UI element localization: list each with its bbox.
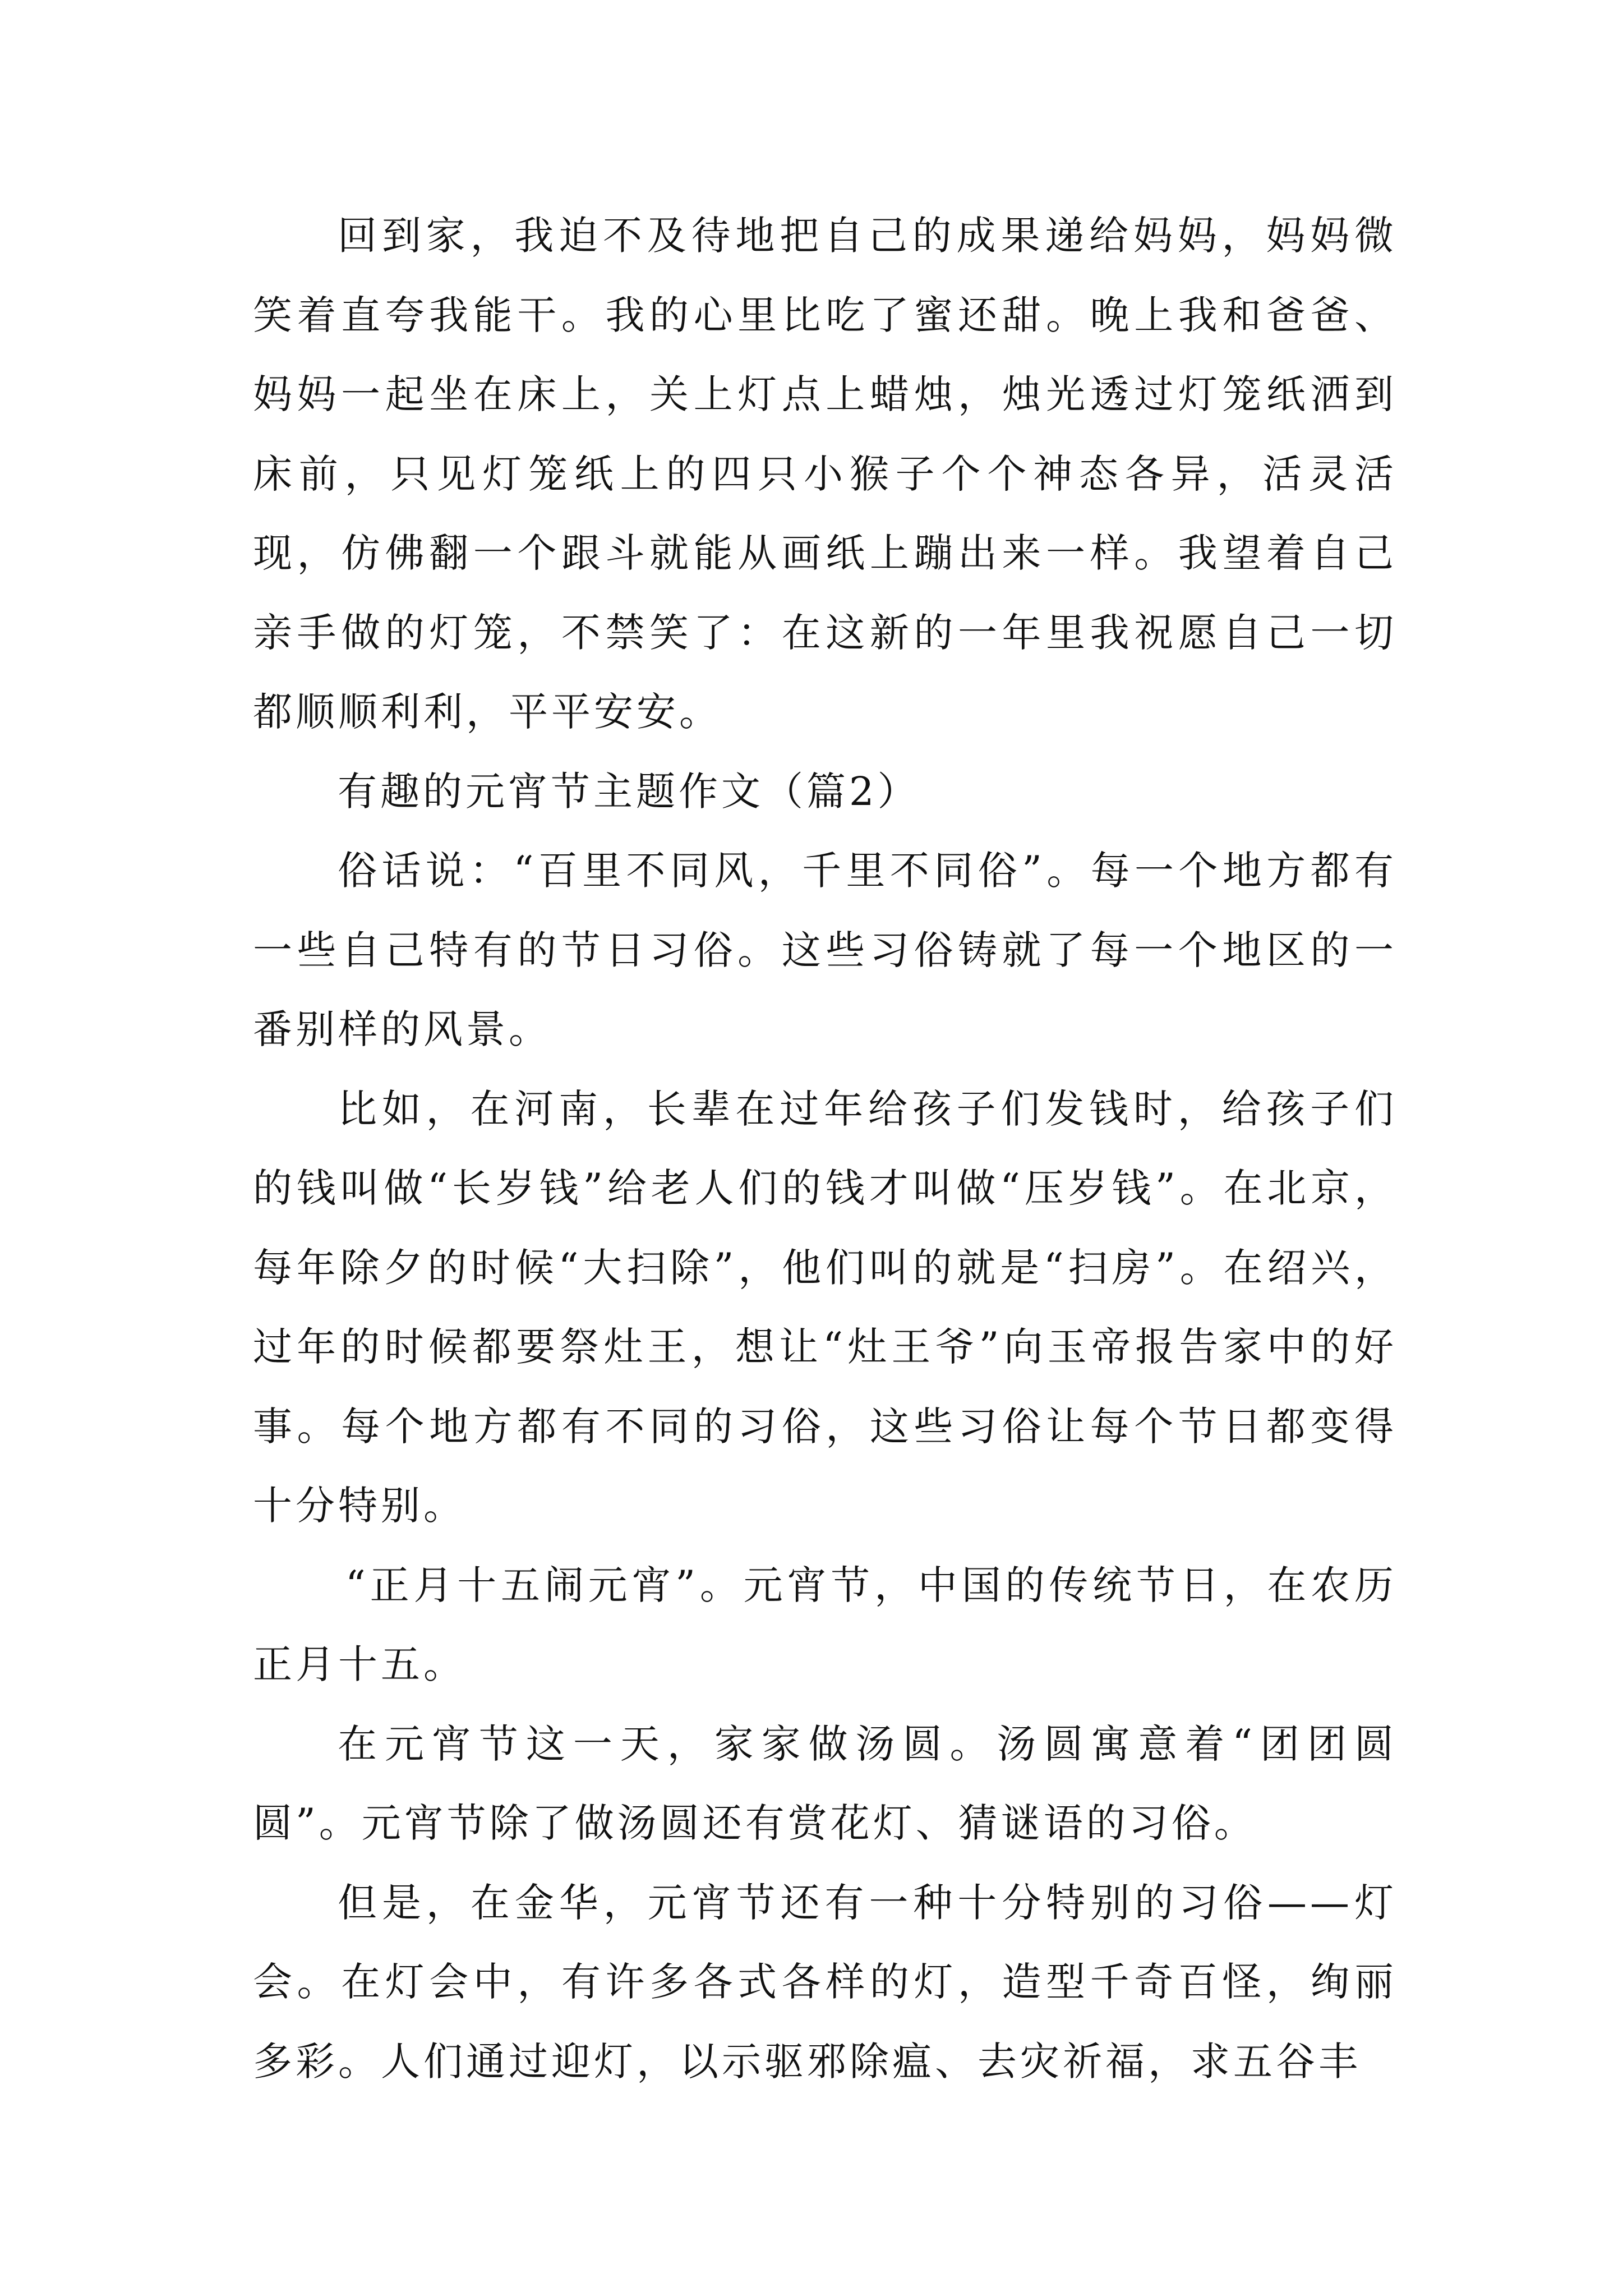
paragraph-tangyuan: 在元宵节这一天，家家做汤圆。汤圆寓意着“团团圆圆”。元宵节除了做汤圆还有赏花灯、猜谜语的习俗。 bbox=[253, 1720, 1397, 1846]
paragraph-proverb: 俗话说：“百里不同风，千里不同俗”。每一个地方都有一些自己特有的节日习俗。这些习俗铸就了每一个地区的一番别样的风景。 bbox=[253, 848, 1397, 1052]
section-heading: 有趣的元宵节主题作文（篇2） bbox=[338, 768, 920, 815]
paragraph-jinhua-lantern-fair: 但是，在金华，元宵节还有一种十分特别的习俗——灯会。在灯会中，有许多各式各样的灯，造型千奇百怪，绚丽多彩。人们通过迎灯，以示驱邪除瘟、去灾祈福，求五谷丰 bbox=[253, 1879, 1397, 2085]
paragraph-homecoming: 回到家，我迫不及待地把自己的成果递给妈妈，妈妈微笑着直夸我能干。我的心里比吃了蜜还甜。晚上我和爸爸、妈妈一起坐在床上，关上灯点上蜡烛，烛光透过灯笼纸洒到床前，只见灯笼纸上的四只小猴子个个神态各异，活灵活现，仿佛翻一个跟斗就能从画纸上蹦出来一样。我望着自己亲手做的灯笼，不禁笑了：在这新的一年里我祝愿自己一切都顺顺利利，平平安安。 bbox=[253, 213, 1397, 735]
paragraph-lantern-festival-date: “正月十五闹元宵”。元宵节，中国的传统节日，在农历正月十五。 bbox=[253, 1562, 1397, 1687]
document-body bbox=[253, 196, 1397, 2101]
paragraph-regional-customs: 比如，在河南，长辈在过年给孩子们发钱时，给孩子们的钱叫做“长岁钱”给老人们的钱才叫做“压岁钱”。在北京，每年除夕的时候“大扫除”，他们叫的就是“扫房”。在绍兴，过年的时候都要祭灶王，想让“灶王爷”向玉帝报告家中的好事。每个地方都有不同的习俗，这些习俗让每个节日都变得十分特别。 bbox=[253, 1085, 1397, 1529]
